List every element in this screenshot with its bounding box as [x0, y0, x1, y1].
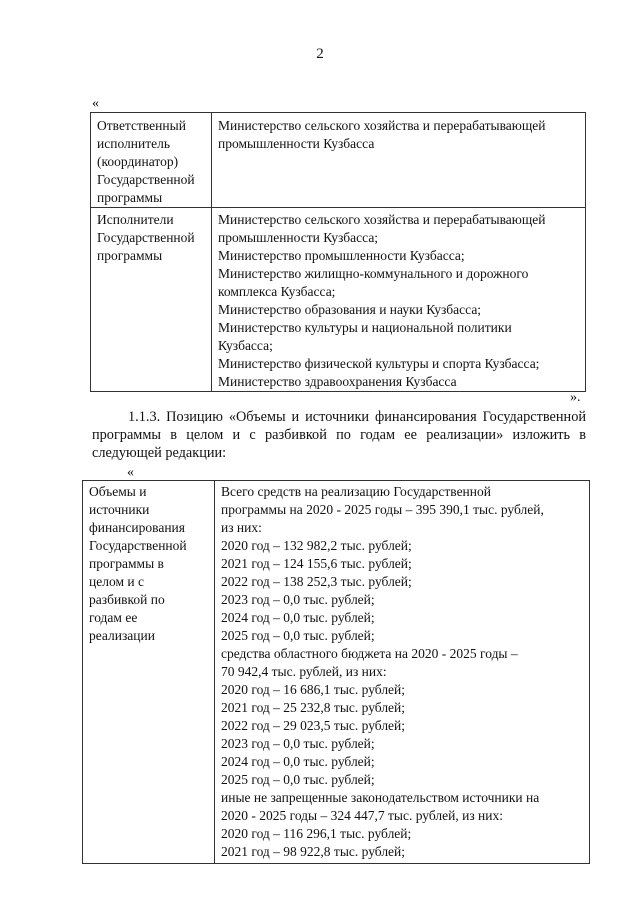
- value-line: 2022 год – 29 023,5 тыс. рублей;: [221, 718, 406, 733]
- label-line: источники: [89, 502, 150, 517]
- label-line: программы: [97, 248, 163, 263]
- label-line: целом и с: [89, 574, 144, 589]
- table-row: [91, 208, 586, 392]
- value-line: промышленности Кузбасса: [218, 136, 375, 151]
- value-line: Министерство физической культуры и спорта Кузбасса;: [218, 356, 540, 371]
- value-line: Всего средств на реализацию Государственной: [221, 484, 491, 499]
- amendment-paragraph: 1.1.3. Позицию «Объемы и источники финансирования Государственной программы в целом и с разбивкой по годам ее реализации» изложить в следующей редакции:: [92, 409, 586, 461]
- value-line: 2020 год – 16 686,1 тыс. рублей;: [221, 682, 406, 697]
- label-line: Ответственный: [97, 118, 186, 133]
- financing-value: [215, 481, 590, 864]
- label-line: программы: [97, 190, 163, 205]
- value-line: Министерство жилищно-коммунального и дорожного: [218, 266, 529, 281]
- label-line: финансирования: [89, 520, 185, 535]
- value-line: Министерство образования и науки Кузбасса;: [218, 302, 482, 317]
- responsible-executors-table: [90, 112, 586, 392]
- label-line: (координатор): [97, 154, 179, 169]
- label-line: Исполнители: [97, 212, 174, 227]
- value-line: 2022 год – 138 252,3 тыс. рублей;: [221, 574, 412, 589]
- label-line: Государственной: [89, 538, 187, 553]
- label-line: Объемы и: [89, 484, 147, 499]
- value-line: 2021 год – 124 155,6 тыс. рублей;: [221, 556, 412, 571]
- responsible-executor-value: [212, 113, 586, 208]
- value-line: 2020 год – 116 296,1 тыс. рублей;: [221, 826, 412, 841]
- value-line: 2020 год – 132 982,2 тыс. рублей;: [221, 538, 412, 553]
- value-line: 2021 год – 98 922,8 тыс. рублей;: [221, 844, 406, 859]
- value-line: Кузбасса;: [218, 338, 273, 353]
- value-line: программы на 2020 - 2025 годы – 395 390,1 тыс. рублей,: [221, 502, 544, 517]
- executors-label: [91, 208, 212, 392]
- value-line: 2025 год – 0,0 тыс. рублей;: [221, 628, 375, 643]
- value-line: 70 942,4 тыс. рублей, из них:: [221, 664, 387, 679]
- value-line: из них:: [221, 520, 262, 535]
- value-line: 2023 год – 0,0 тыс. рублей;: [221, 592, 375, 607]
- label-line: годам ее: [89, 610, 138, 625]
- opening-quote-mark: «: [92, 96, 99, 111]
- financing-table: [82, 480, 590, 864]
- value-line: Министерство культуры и национальной политики: [218, 320, 512, 335]
- value-line: иные не запрещенные законодательством источники на: [221, 790, 540, 805]
- value-line: 2024 год – 0,0 тыс. рублей;: [221, 610, 375, 625]
- value-line: средства областного бюджета на 2020 - 2025 годы –: [221, 646, 518, 661]
- executors-value: [212, 208, 586, 392]
- label-line: программы в: [89, 556, 164, 571]
- value-line: 2021 год – 25 232,8 тыс. рублей;: [221, 700, 406, 715]
- label-line: Государственной: [97, 230, 195, 245]
- value-line: 2020 - 2025 годы – 324 447,7 тыс. рублей, из них:: [221, 808, 503, 823]
- value-line: 2025 год – 0,0 тыс. рублей;: [221, 772, 375, 787]
- value-line: Министерство сельского хозяйства и перерабатывающей: [218, 118, 546, 133]
- closing-quote-mark: ».: [570, 390, 581, 405]
- table-row: [83, 481, 590, 864]
- value-line: Министерство здравоохранения Кузбасса: [218, 374, 457, 389]
- responsible-executor-label: [91, 113, 212, 208]
- table-row: [91, 113, 586, 208]
- value-line: 2023 год – 0,0 тыс. рублей;: [221, 736, 375, 751]
- label-line: разбивкой по: [89, 592, 165, 607]
- value-line: промышленности Кузбасса;: [218, 230, 379, 245]
- financing-label: [83, 481, 215, 864]
- label-line: исполнитель: [97, 136, 170, 151]
- opening-quote-mark-2: «: [127, 465, 134, 480]
- value-line: Министерство промышленности Кузбасса;: [218, 248, 465, 263]
- page-number: 2: [316, 46, 324, 62]
- value-line: 2024 год – 0,0 тыс. рублей;: [221, 754, 375, 769]
- label-line: Государственной: [97, 172, 195, 187]
- value-line: комплекса Кузбасса;: [218, 284, 336, 299]
- label-line: реализации: [89, 628, 155, 643]
- value-line: Министерство сельского хозяйства и перерабатывающей: [218, 212, 546, 227]
